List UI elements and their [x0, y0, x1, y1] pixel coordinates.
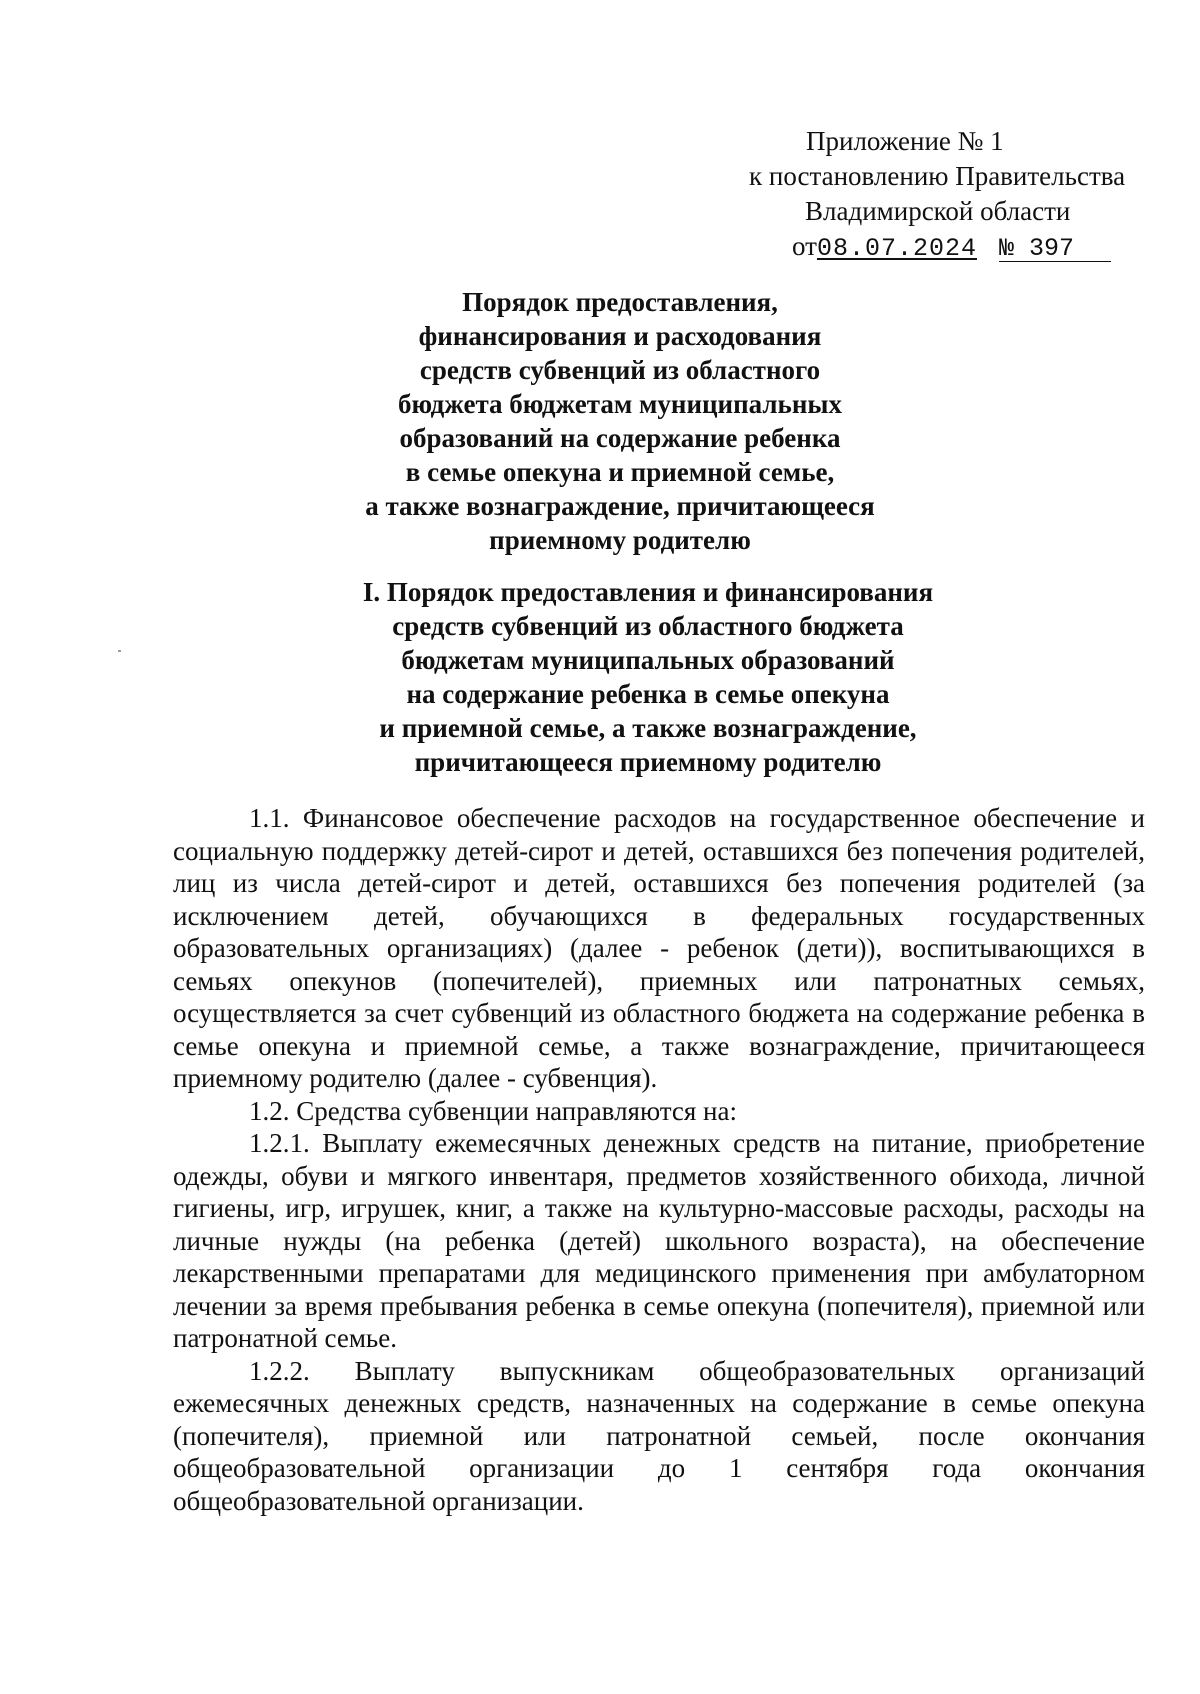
section-heading-line: на содержание ребенка в семье опекуна — [406, 679, 890, 709]
section-heading-line: бюджетам муниципальных образований — [401, 645, 895, 675]
document-title-line: образований на содержание ребенка — [399, 423, 841, 453]
annex-resolution-ref: к постановлению Правительства — [749, 161, 1126, 191]
annex-date-number — [650, 229, 1150, 266]
paragraph-1-2-1: 1.2.1. Выплату ежемесячных денежных средств на питание, приобретение одежды, обуви и мягкого инвентаря, предметов хозяйственного обихода, личной гигиены, игр, игрушек, книг, а также на культурно-массовые расходы, расходы на личные нужды (на ребенка (детей) школьного возраста), на обеспечение лекарственными препаратами для медицинского применения при амбулаторном лечении за время пребывания ребенка в семье опекуна (попечителя), приемной или патронатной семье. — [173, 1128, 1145, 1353]
resolution-number: № 397 — [999, 237, 1111, 262]
paragraph-1-2-2: 1.2.2. Выплату выпускникам общеобразовательных организаций ежемесячных денежных средств, назначенных на содержание в семье опекуна (попечителя), приемной или патронатной семьей, после окончания общеобразовательной организации до 1 сентября года окончания общеобразовательной организации. — [173, 1355, 1145, 1516]
annex-region: Владимирской области — [805, 196, 1071, 226]
annex-title: Приложение № 1 — [806, 126, 1004, 156]
document-title-line: в семье опекуна и приемной семье, — [405, 457, 835, 487]
document-title-line: Порядок предоставления, — [462, 287, 778, 317]
document-title-line: бюджета бюджетам муниципальных — [398, 389, 842, 419]
document-title-line: финансирования и расходования — [418, 321, 822, 351]
document-title-line: средств субвенций из областного — [419, 355, 821, 385]
paragraph-1-2: 1.2. Средства субвенции направляются на: — [249, 1095, 737, 1126]
section-heading-line: средств субвенций из областного бюджета — [392, 611, 904, 641]
document-body — [173, 802, 1145, 1517]
document-title-line: приемному родителю — [489, 525, 751, 555]
scan-speck — [118, 650, 121, 652]
date-prefix: от — [792, 231, 817, 261]
paragraph-1-1: 1.1. Финансовое обеспечение расходов на государственное обеспечение и социальную поддержку детей-сирот и детей, оставшихся без попечения родителей, лиц из числа детей-сирот и детей, оставшихся без попечения родителей (за исключением детей, обучающихся в федеральных государственных образовательных организациях) (далее - ребенок (дети)), воспитывающихся в семьях опекунов (попечителей), приемных или патронатных семьях, осуществляется за счет субвенций из областного бюджета на содержание ребенка в семье опекуна и приемной семье, а также вознаграждение, причитающееся приемному родителю (далее - субвенция). — [173, 803, 1145, 1093]
section-heading-line: причитающееся приемному родителю — [414, 747, 882, 777]
document-title-line: а также вознаграждение, причитающееся — [365, 491, 875, 521]
resolution-date: 08.07.2024 — [816, 234, 977, 263]
section-heading-line: I. Порядок предоставления и финансирования — [362, 577, 934, 607]
annex-header — [650, 124, 1150, 266]
document-title — [300, 285, 940, 557]
section-heading — [328, 575, 968, 779]
section-heading-line: и приемной семье, а также вознаграждение, — [379, 713, 917, 743]
